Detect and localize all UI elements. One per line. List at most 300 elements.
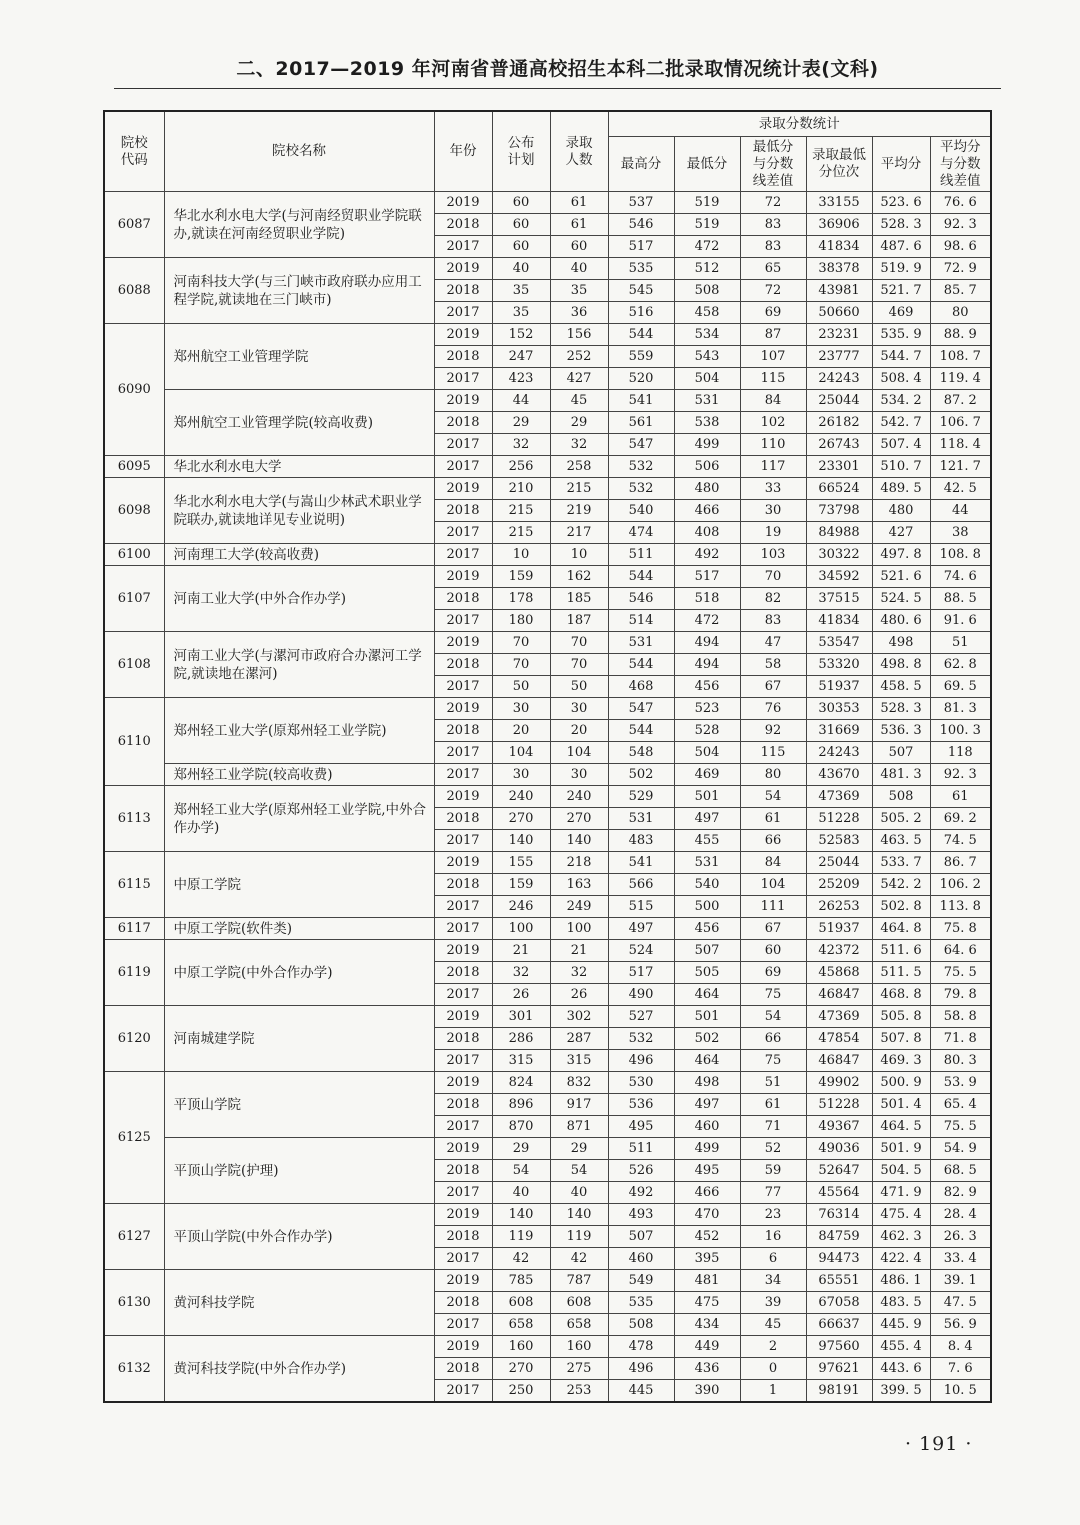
year-cell: 2017: [434, 1116, 492, 1138]
table-row: [104, 456, 991, 478]
school-name-cell: 华北水利水电大学: [164, 456, 434, 478]
max-score-cell: 490: [608, 984, 674, 1006]
avg-diff-cell: 69. 5: [930, 676, 991, 698]
avg-diff-cell: 91. 6: [930, 610, 991, 632]
admitted-cell: 70: [550, 654, 608, 676]
admitted-cell: 258: [550, 456, 608, 478]
school-code-cell: 6132: [104, 1336, 164, 1403]
plan-cell: 29: [492, 412, 550, 434]
table-row: [104, 324, 991, 346]
max-score-cell: 549: [608, 1270, 674, 1292]
avg-diff-cell: 33. 4: [930, 1248, 991, 1270]
admitted-cell: 50: [550, 676, 608, 698]
rank-cell: 97560: [806, 1336, 872, 1358]
min-score-cell: 519: [674, 214, 740, 236]
avg-score-cell: 511. 5: [872, 962, 930, 984]
plan-cell: 35: [492, 302, 550, 324]
min-score-cell: 504: [674, 742, 740, 764]
rank-cell: 43981: [806, 280, 872, 302]
avg-score-cell: 469: [872, 302, 930, 324]
year-cell: 2019: [434, 1072, 492, 1094]
avg-score-cell: 497. 8: [872, 544, 930, 566]
max-score-cell: 541: [608, 852, 674, 874]
max-score-cell: 493: [608, 1204, 674, 1226]
admitted-cell: 215: [550, 478, 608, 500]
year-cell: 2019: [434, 1138, 492, 1160]
plan-cell: 210: [492, 478, 550, 500]
rank-cell: 51228: [806, 1094, 872, 1116]
max-score-cell: 483: [608, 830, 674, 852]
header-admitted: 录取 人数: [550, 111, 608, 192]
max-score-cell: 531: [608, 632, 674, 654]
avg-diff-cell: 80. 3: [930, 1050, 991, 1072]
school-name-cell: 河南理工大学(较高收费): [164, 544, 434, 566]
min-score-cell: 495: [674, 1160, 740, 1182]
min-score-cell: 469: [674, 764, 740, 786]
avg-score-cell: 498: [872, 632, 930, 654]
plan-cell: 270: [492, 808, 550, 830]
avg-score-cell: 463. 5: [872, 830, 930, 852]
year-cell: 2019: [434, 1270, 492, 1292]
min-diff-cell: 34: [740, 1270, 806, 1292]
max-score-cell: 468: [608, 676, 674, 698]
max-score-cell: 547: [608, 434, 674, 456]
min-diff-cell: 84: [740, 390, 806, 412]
max-score-cell: 496: [608, 1050, 674, 1072]
rank-cell: 84988: [806, 522, 872, 544]
max-score-cell: 495: [608, 1116, 674, 1138]
header-rank: 录取最低 分位次: [806, 137, 872, 192]
plan-cell: 658: [492, 1314, 550, 1336]
admitted-cell: 187: [550, 610, 608, 632]
max-score-cell: 516: [608, 302, 674, 324]
avg-diff-cell: 69. 2: [930, 808, 991, 830]
rank-cell: 49902: [806, 1072, 872, 1094]
avg-score-cell: 469. 3: [872, 1050, 930, 1072]
rank-cell: 26743: [806, 434, 872, 456]
max-score-cell: 514: [608, 610, 674, 632]
plan-cell: 246: [492, 896, 550, 918]
header-min: 最低分: [674, 137, 740, 192]
avg-score-cell: 521. 7: [872, 280, 930, 302]
min-score-cell: 408: [674, 522, 740, 544]
admitted-cell: 104: [550, 742, 608, 764]
avg-score-cell: 511. 6: [872, 940, 930, 962]
school-name-cell: 平顶山学院(护理): [164, 1138, 434, 1204]
min-diff-cell: 104: [740, 874, 806, 896]
min-diff-cell: 72: [740, 192, 806, 214]
min-score-cell: 502: [674, 1028, 740, 1050]
avg-score-cell: 480: [872, 500, 930, 522]
school-name-cell: 河南科技大学(与三门峡市政府联办应用工程学院,就读地在三门峡市): [164, 258, 434, 324]
min-diff-cell: 33: [740, 478, 806, 500]
avg-score-cell: 524. 5: [872, 588, 930, 610]
avg-diff-cell: 85. 7: [930, 280, 991, 302]
year-cell: 2017: [434, 676, 492, 698]
avg-score-cell: 427: [872, 522, 930, 544]
year-cell: 2017: [434, 764, 492, 786]
avg-diff-cell: 76. 6: [930, 192, 991, 214]
min-diff-cell: 70: [740, 566, 806, 588]
rank-cell: 67058: [806, 1292, 872, 1314]
min-diff-cell: 66: [740, 1028, 806, 1050]
avg-diff-cell: 39. 1: [930, 1270, 991, 1292]
admitted-cell: 917: [550, 1094, 608, 1116]
max-score-cell: 529: [608, 786, 674, 808]
max-score-cell: 546: [608, 214, 674, 236]
year-cell: 2019: [434, 390, 492, 412]
rank-cell: 23301: [806, 456, 872, 478]
year-cell: 2018: [434, 588, 492, 610]
rank-cell: 42372: [806, 940, 872, 962]
table-row: [104, 918, 991, 940]
avg-score-cell: 535. 9: [872, 324, 930, 346]
avg-diff-cell: 26. 3: [930, 1226, 991, 1248]
plan-cell: 54: [492, 1160, 550, 1182]
admitted-cell: 871: [550, 1116, 608, 1138]
min-score-cell: 475: [674, 1292, 740, 1314]
avg-diff-cell: 118. 4: [930, 434, 991, 456]
rank-cell: 38378: [806, 258, 872, 280]
min-score-cell: 449: [674, 1336, 740, 1358]
max-score-cell: 507: [608, 1226, 674, 1248]
min-score-cell: 456: [674, 676, 740, 698]
max-score-cell: 530: [608, 1072, 674, 1094]
plan-cell: 70: [492, 654, 550, 676]
min-score-cell: 458: [674, 302, 740, 324]
max-score-cell: 511: [608, 544, 674, 566]
avg-diff-cell: 44: [930, 500, 991, 522]
plan-cell: 155: [492, 852, 550, 874]
avg-score-cell: 521. 6: [872, 566, 930, 588]
avg-score-cell: 489. 5: [872, 478, 930, 500]
min-score-cell: 481: [674, 1270, 740, 1292]
table-row: [104, 1204, 991, 1226]
year-cell: 2019: [434, 1336, 492, 1358]
admitted-cell: 218: [550, 852, 608, 874]
school-name-cell: 中原工学院(软件类): [164, 918, 434, 940]
min-score-cell: 480: [674, 478, 740, 500]
plan-cell: 100: [492, 918, 550, 940]
admitted-cell: 45: [550, 390, 608, 412]
admitted-cell: 287: [550, 1028, 608, 1050]
rank-cell: 26182: [806, 412, 872, 434]
max-score-cell: 497: [608, 918, 674, 940]
year-cell: 2017: [434, 456, 492, 478]
min-diff-cell: 111: [740, 896, 806, 918]
avg-diff-cell: 62. 8: [930, 654, 991, 676]
plan-cell: 270: [492, 1358, 550, 1380]
min-score-cell: 505: [674, 962, 740, 984]
rank-cell: 26253: [806, 896, 872, 918]
avg-score-cell: 544. 7: [872, 346, 930, 368]
min-diff-cell: 83: [740, 236, 806, 258]
plan-cell: 180: [492, 610, 550, 632]
admitted-cell: 20: [550, 720, 608, 742]
year-cell: 2017: [434, 1314, 492, 1336]
avg-score-cell: 464. 5: [872, 1116, 930, 1138]
avg-diff-cell: 88. 5: [930, 588, 991, 610]
year-cell: 2018: [434, 1160, 492, 1182]
school-code-cell: 6117: [104, 918, 164, 940]
min-diff-cell: 19: [740, 522, 806, 544]
avg-score-cell: 519. 9: [872, 258, 930, 280]
table-row: [104, 786, 991, 808]
header-score-group: 录取分数统计: [608, 111, 991, 137]
year-cell: 2019: [434, 324, 492, 346]
school-code-cell: 6110: [104, 698, 164, 786]
plan-cell: 44: [492, 390, 550, 412]
min-score-cell: 501: [674, 786, 740, 808]
school-code-cell: 6120: [104, 1006, 164, 1072]
table-row: [104, 566, 991, 588]
min-diff-cell: 69: [740, 302, 806, 324]
table-row: [104, 764, 991, 786]
plan-cell: 60: [492, 214, 550, 236]
year-cell: 2017: [434, 830, 492, 852]
admitted-cell: 608: [550, 1292, 608, 1314]
min-score-cell: 518: [674, 588, 740, 610]
plan-cell: 32: [492, 962, 550, 984]
admitted-cell: 140: [550, 1204, 608, 1226]
min-score-cell: 499: [674, 434, 740, 456]
avg-score-cell: 505. 2: [872, 808, 930, 830]
avg-score-cell: 507: [872, 742, 930, 764]
school-code-cell: 6115: [104, 852, 164, 918]
min-diff-cell: 54: [740, 786, 806, 808]
table-row: [104, 1006, 991, 1028]
avg-score-cell: 533. 7: [872, 852, 930, 874]
min-score-cell: 470: [674, 1204, 740, 1226]
max-score-cell: 536: [608, 1094, 674, 1116]
min-score-cell: 464: [674, 1050, 740, 1072]
avg-diff-cell: 51: [930, 632, 991, 654]
min-diff-cell: 84: [740, 852, 806, 874]
avg-score-cell: 468. 8: [872, 984, 930, 1006]
avg-diff-cell: 87. 2: [930, 390, 991, 412]
header-code: 院校 代码: [104, 111, 164, 192]
min-diff-cell: 59: [740, 1160, 806, 1182]
avg-diff-cell: 108. 7: [930, 346, 991, 368]
avg-score-cell: 399. 5: [872, 1380, 930, 1403]
year-cell: 2019: [434, 940, 492, 962]
plan-cell: 26: [492, 984, 550, 1006]
min-score-cell: 472: [674, 610, 740, 632]
school-name-cell: 郑州轻工业大学(原郑州轻工业学院,中外合作办学): [164, 786, 434, 852]
max-score-cell: 547: [608, 698, 674, 720]
min-score-cell: 472: [674, 236, 740, 258]
admitted-cell: 162: [550, 566, 608, 588]
year-cell: 2018: [434, 214, 492, 236]
plan-cell: 215: [492, 500, 550, 522]
admitted-cell: 240: [550, 786, 608, 808]
max-score-cell: 527: [608, 1006, 674, 1028]
header-avg-diff: 平均分 与分数 线差值: [930, 137, 991, 192]
max-score-cell: 524: [608, 940, 674, 962]
admitted-cell: 29: [550, 1138, 608, 1160]
avg-score-cell: 502. 8: [872, 896, 930, 918]
avg-score-cell: 464. 8: [872, 918, 930, 940]
avg-score-cell: 536. 3: [872, 720, 930, 742]
rank-cell: 41834: [806, 610, 872, 632]
min-score-cell: 492: [674, 544, 740, 566]
plan-cell: 70: [492, 632, 550, 654]
plan-cell: 160: [492, 1336, 550, 1358]
rank-cell: 52647: [806, 1160, 872, 1182]
avg-score-cell: 462. 3: [872, 1226, 930, 1248]
title-rule: [114, 88, 1001, 89]
avg-score-cell: 498. 8: [872, 654, 930, 676]
plan-cell: 140: [492, 830, 550, 852]
plan-cell: 785: [492, 1270, 550, 1292]
year-cell: 2019: [434, 566, 492, 588]
year-cell: 2018: [434, 1226, 492, 1248]
plan-cell: 42: [492, 1248, 550, 1270]
year-cell: 2019: [434, 478, 492, 500]
admitted-cell: 42: [550, 1248, 608, 1270]
admitted-cell: 26: [550, 984, 608, 1006]
avg-diff-cell: 98. 6: [930, 236, 991, 258]
avg-diff-cell: 7. 6: [930, 1358, 991, 1380]
max-score-cell: 445: [608, 1380, 674, 1403]
min-score-cell: 501: [674, 1006, 740, 1028]
plan-cell: 104: [492, 742, 550, 764]
avg-score-cell: 542. 7: [872, 412, 930, 434]
rank-cell: 98191: [806, 1380, 872, 1403]
max-score-cell: 535: [608, 258, 674, 280]
avg-diff-cell: 75. 5: [930, 962, 991, 984]
rank-cell: 36906: [806, 214, 872, 236]
max-score-cell: 531: [608, 808, 674, 830]
max-score-cell: 502: [608, 764, 674, 786]
avg-score-cell: 508. 4: [872, 368, 930, 390]
max-score-cell: 478: [608, 1336, 674, 1358]
min-diff-cell: 71: [740, 1116, 806, 1138]
year-cell: 2018: [434, 1358, 492, 1380]
min-diff-cell: 60: [740, 940, 806, 962]
avg-score-cell: 486. 1: [872, 1270, 930, 1292]
plan-cell: 240: [492, 786, 550, 808]
min-score-cell: 390: [674, 1380, 740, 1403]
max-score-cell: 535: [608, 1292, 674, 1314]
avg-score-cell: 483. 5: [872, 1292, 930, 1314]
min-score-cell: 494: [674, 632, 740, 654]
rank-cell: 84759: [806, 1226, 872, 1248]
admitted-cell: 40: [550, 258, 608, 280]
year-cell: 2017: [434, 1182, 492, 1204]
table-row: [104, 698, 991, 720]
school-code-cell: 6087: [104, 192, 164, 258]
rank-cell: 37515: [806, 588, 872, 610]
rank-cell: 47369: [806, 1006, 872, 1028]
admitted-cell: 787: [550, 1270, 608, 1292]
admitted-cell: 140: [550, 830, 608, 852]
rank-cell: 24243: [806, 742, 872, 764]
avg-score-cell: 475. 4: [872, 1204, 930, 1226]
year-cell: 2017: [434, 610, 492, 632]
max-score-cell: 460: [608, 1248, 674, 1270]
table-row: [104, 940, 991, 962]
year-cell: 2018: [434, 500, 492, 522]
school-name-cell: 河南工业大学(中外合作办学): [164, 566, 434, 632]
rank-cell: 31669: [806, 720, 872, 742]
plan-cell: 250: [492, 1380, 550, 1403]
rank-cell: 51937: [806, 676, 872, 698]
avg-diff-cell: 113. 8: [930, 896, 991, 918]
plan-cell: 32: [492, 434, 550, 456]
max-score-cell: 520: [608, 368, 674, 390]
avg-score-cell: 534. 2: [872, 390, 930, 412]
avg-score-cell: 455. 4: [872, 1336, 930, 1358]
year-cell: 2019: [434, 786, 492, 808]
year-cell: 2017: [434, 918, 492, 940]
avg-diff-cell: 74. 5: [930, 830, 991, 852]
min-score-cell: 506: [674, 456, 740, 478]
avg-score-cell: 422. 4: [872, 1248, 930, 1270]
max-score-cell: 496: [608, 1358, 674, 1380]
max-score-cell: 544: [608, 720, 674, 742]
avg-score-cell: 528. 3: [872, 214, 930, 236]
min-diff-cell: 66: [740, 830, 806, 852]
max-score-cell: 544: [608, 566, 674, 588]
max-score-cell: 517: [608, 962, 674, 984]
min-score-cell: 540: [674, 874, 740, 896]
year-cell: 2018: [434, 346, 492, 368]
year-cell: 2017: [434, 544, 492, 566]
admitted-cell: 160: [550, 1336, 608, 1358]
max-score-cell: 474: [608, 522, 674, 544]
admitted-cell: 60: [550, 236, 608, 258]
plan-cell: 30: [492, 764, 550, 786]
school-name-cell: 郑州航空工业管理学院: [164, 324, 434, 390]
avg-diff-cell: 92. 3: [930, 214, 991, 236]
max-score-cell: 526: [608, 1160, 674, 1182]
school-code-cell: 6107: [104, 566, 164, 632]
min-diff-cell: 103: [740, 544, 806, 566]
avg-score-cell: 481. 3: [872, 764, 930, 786]
plan-cell: 20: [492, 720, 550, 742]
plan-cell: 60: [492, 192, 550, 214]
school-code-cell: 6095: [104, 456, 164, 478]
min-diff-cell: 117: [740, 456, 806, 478]
max-score-cell: 532: [608, 1028, 674, 1050]
min-diff-cell: 110: [740, 434, 806, 456]
avg-diff-cell: 100. 3: [930, 720, 991, 742]
year-cell: 2017: [434, 1050, 492, 1072]
min-score-cell: 531: [674, 852, 740, 874]
rank-cell: 51937: [806, 918, 872, 940]
min-diff-cell: 65: [740, 258, 806, 280]
school-name-cell: 华北水利水电大学(与嵩山少林武术职业学院联办,就读地详见专业说明): [164, 478, 434, 544]
avg-diff-cell: 106. 7: [930, 412, 991, 434]
table-row: [104, 478, 991, 500]
rank-cell: 25044: [806, 390, 872, 412]
avg-diff-cell: 54. 9: [930, 1138, 991, 1160]
max-score-cell: 548: [608, 742, 674, 764]
plan-cell: 301: [492, 1006, 550, 1028]
rank-cell: 41834: [806, 236, 872, 258]
page-number: · 191 ·: [905, 1433, 973, 1455]
min-diff-cell: 6: [740, 1248, 806, 1270]
avg-score-cell: 504. 5: [872, 1160, 930, 1182]
year-cell: 2019: [434, 258, 492, 280]
school-code-cell: 6108: [104, 632, 164, 698]
min-diff-cell: 54: [740, 1006, 806, 1028]
min-score-cell: 534: [674, 324, 740, 346]
min-diff-cell: 30: [740, 500, 806, 522]
min-diff-cell: 76: [740, 698, 806, 720]
min-diff-cell: 80: [740, 764, 806, 786]
